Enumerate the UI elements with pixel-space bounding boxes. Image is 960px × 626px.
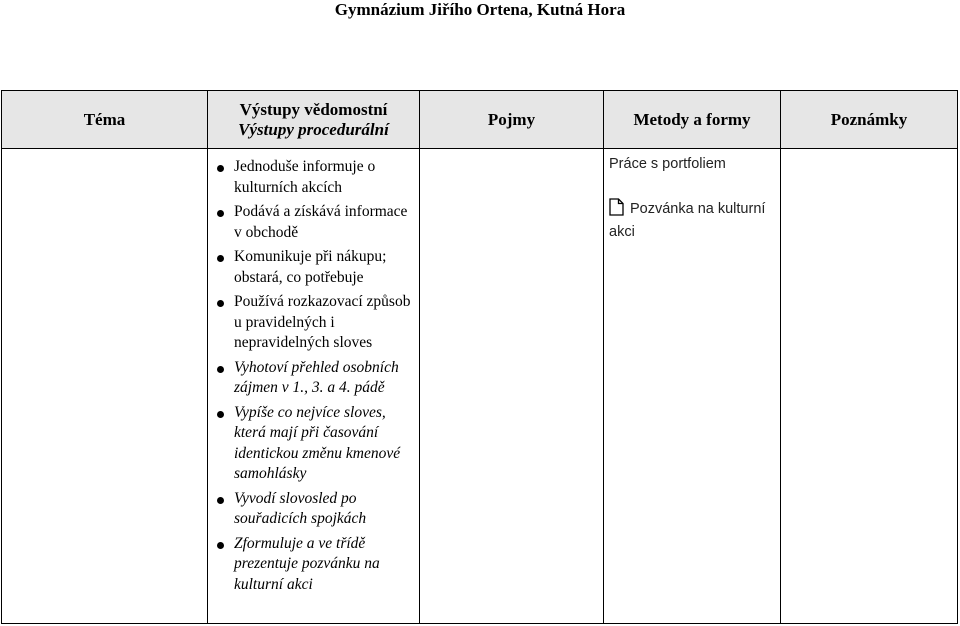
cell-outputs [208,149,420,624]
header-pojmy: Pojmy [420,91,604,149]
list-item: Vypíše co nejvíce sloves, která mají při časování identickou změnu kmenové samohlásky [214,403,415,485]
header-tema: Téma [2,91,208,149]
list-item: Podává a získává informace v obchodě [214,202,415,243]
header-poznamky: Poznámky [781,91,958,149]
list-item: Používá rozkazovací způsob u pravidelných i nepravidelných sloves [214,292,415,354]
page-title: Gymnázium Jiřího Ortena, Kutná Hora [334,0,626,19]
header-metody: Metody a formy [604,91,781,149]
cell-poznamky [781,149,958,624]
header-outputs [208,91,420,149]
cell-methods [604,149,781,624]
header-row [2,91,958,149]
method-invitation-label: Pozvánka na kulturní akci [609,201,766,240]
list-item: Komunikuje při nákupu; obstará, co potřebuje [214,247,415,288]
outcomes-list [214,157,415,595]
curriculum-table [1,90,958,624]
method-portfolio: Práce s portfoliem [609,156,726,172]
list-item: Vyhotoví přehled osobních zájmen v 1., 3. a 4. pádě [214,358,415,399]
list-item: Jednoduše informuje o kulturních akcích [214,157,415,198]
list-item: Vyvodí slovosled po souřadicích spojkách [214,489,415,530]
list-item: Zformuluje a ve třídě prezentuje pozvánku na kulturní akci [214,534,415,596]
header-vystupy-proceduralni: Výstupy procedurální [238,119,389,139]
table-row [2,149,958,624]
header-vystupy-vedomostni: Výstupy vědomostní [239,99,388,119]
document-icon [609,198,624,222]
cell-pojmy [420,149,604,624]
cell-tema [2,149,208,624]
method-invitation [609,198,774,242]
